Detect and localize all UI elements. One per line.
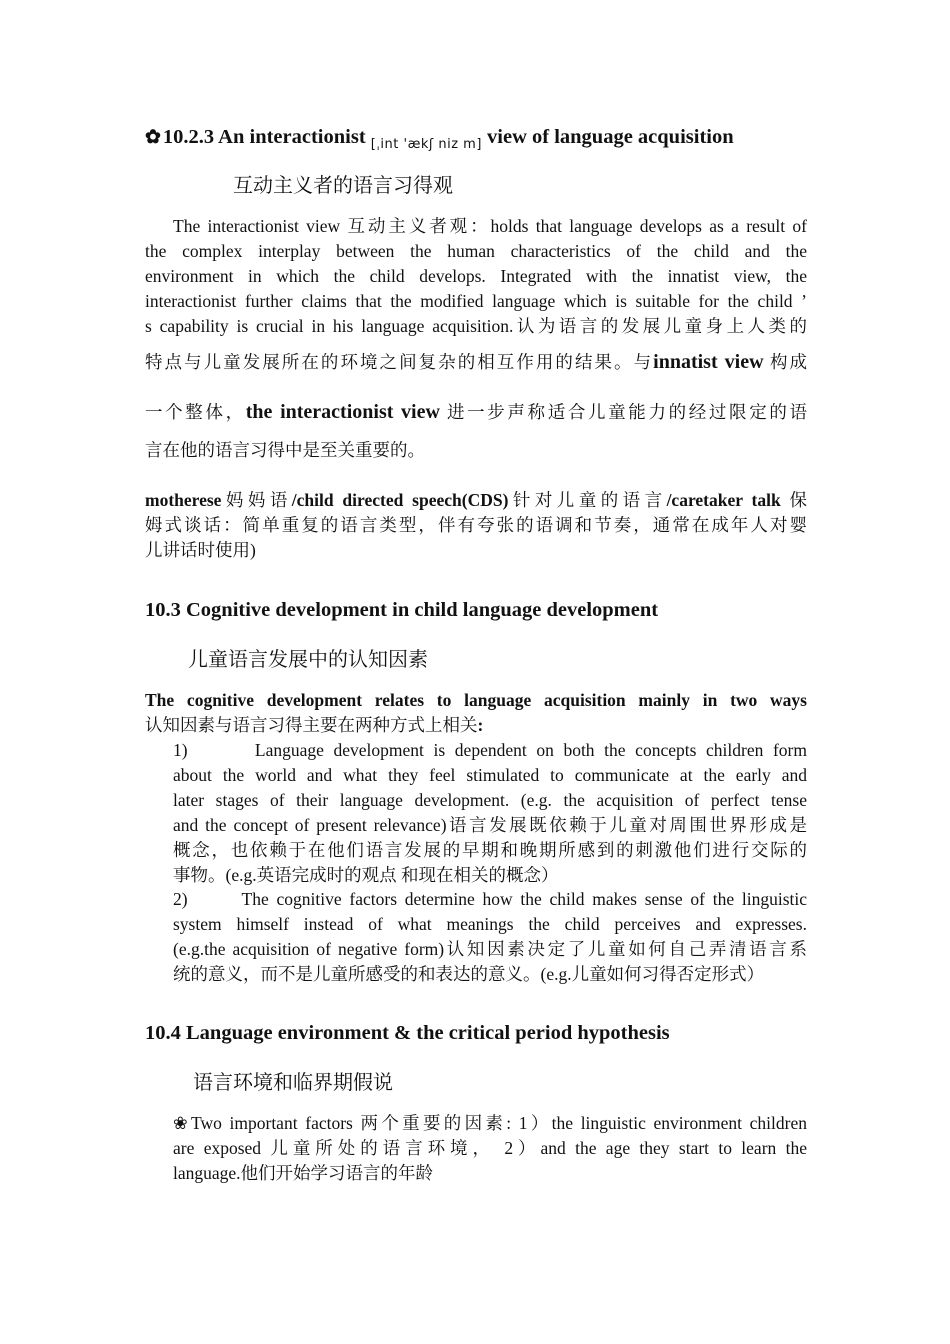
text-line: 2) The cognitive factors determine how the child makes sense of the linguistic [173,889,807,909]
text-line: 儿讲话时使用) [145,540,256,560]
text-line: The cognitive development relates to language acquisition mainly in two ways [145,690,807,710]
text-line: and the concept of present relevance)语言发展既依赖于儿童对周围世界形成是 [173,815,807,835]
text-run: : [477,715,484,735]
text-line: (e.g.the acquisition of negative form)认知因素决定了儿童如何自己弄清语言系 [173,939,807,959]
section-heading-10-3: 10.3 Cognitive development in child language development [145,599,659,621]
paragraph-line [145,350,807,375]
text-line: 1) Language development is dependent on both the concepts children form [173,740,807,760]
term-cds: /child directed speech(CDS) [291,490,509,510]
term-interactionist-view: the interactionist view [245,401,440,423]
phonetic-transcription: [ˌint 'ækʃ niz m] [370,137,482,152]
text-line: ❀Two important factors 两个重要的因素: 1）the linguistic environment children [173,1113,807,1133]
text-line: s capability is crucial in his language acquisition.认为语言的发展儿童身上人类的 [145,316,807,336]
term-caretaker-talk: /caretaker talk [666,490,781,510]
section-heading-10-4: 10.4 Language environment & the critical period hypothesis [145,1022,670,1044]
paragraph-interactionist [145,214,807,339]
text-line: system himself instead of what meanings the child perceives and expresses. [173,914,807,934]
text-line: interactionist further claims that the modified language which is suitable for the child ’ [145,291,807,311]
text-line: the complex interplay between the human characteristics of the child and the [145,241,807,261]
list-item-2 [173,887,807,987]
list-item-1 [173,738,807,888]
text-run: 构成 [769,352,808,372]
text-line: about the world and what they feel stimulated to communicate at the early and [173,765,807,785]
text-run: 进一步声称适合儿童能力的经过限定的语 [446,402,808,422]
text-line: later stages of their language development. (e.g. the acquisition of perfect tense [173,790,807,810]
text-run: 保 [789,490,808,510]
flower-icon: ✿ [145,127,161,148]
text-line: 言在他的语言习得中是至关重要的。 [145,440,425,460]
text-line: 姆式谈话：简单重复的语言类型，伴有夸张的语调和节奏，通常在成年人对婴 [145,515,807,535]
paragraph-line [145,438,807,463]
text-line: 概念，也依赖于在他们语言发展的早期和晚期所感到的刺激他们进行交际的 [173,840,807,860]
paragraph-motherese [145,488,807,563]
text-line: 事物。(e.g.英语完成时的观点 和现在相关的概念） [173,865,559,885]
text-line: The interactionist view 互动主义者观：holds that language develops as a result of [173,216,807,236]
section-subtitle: 互动主义者的语言习得观 [233,173,453,197]
heading-text: 10.2.3 An interactionist [162,126,366,148]
text-run: 妈妈语 [221,490,292,510]
text-line: language.他们开始学习语言的年龄 [173,1163,434,1183]
text-run: 特点与儿童发展所在的环境之间复杂的相互作用的结果。与 [145,352,654,372]
section-subtitle: 儿童语言发展中的认知因素 [188,647,428,671]
term-motherese: motherese [145,490,222,510]
text-line: environment in which the child develops. Integrated with the innatist view, the [145,266,807,286]
paragraph-cognitive-intro [145,688,807,738]
text-run: 针对儿童的语言 [508,490,667,510]
paragraph-two-factors [173,1111,807,1186]
text-line: 统的意义，而不是儿童所感受的和表达的意义。(e.g.儿童如何习得否定形式） [173,964,765,984]
paragraph-line [145,400,807,425]
section-heading-10-2-3 [145,123,807,154]
heading-text: view of language acquisition [487,126,734,148]
text-run: 一个整体， [145,402,246,422]
section-subtitle: 语言环境和临界期假说 [193,1070,393,1094]
term-innatist-view: innatist view [653,351,764,373]
text-run: 认知因素与语言习得主要在两种方式上相关 [145,715,478,735]
text-line: are exposed 儿童所处的语言环境， 2）and the age they start to learn the [173,1138,807,1158]
